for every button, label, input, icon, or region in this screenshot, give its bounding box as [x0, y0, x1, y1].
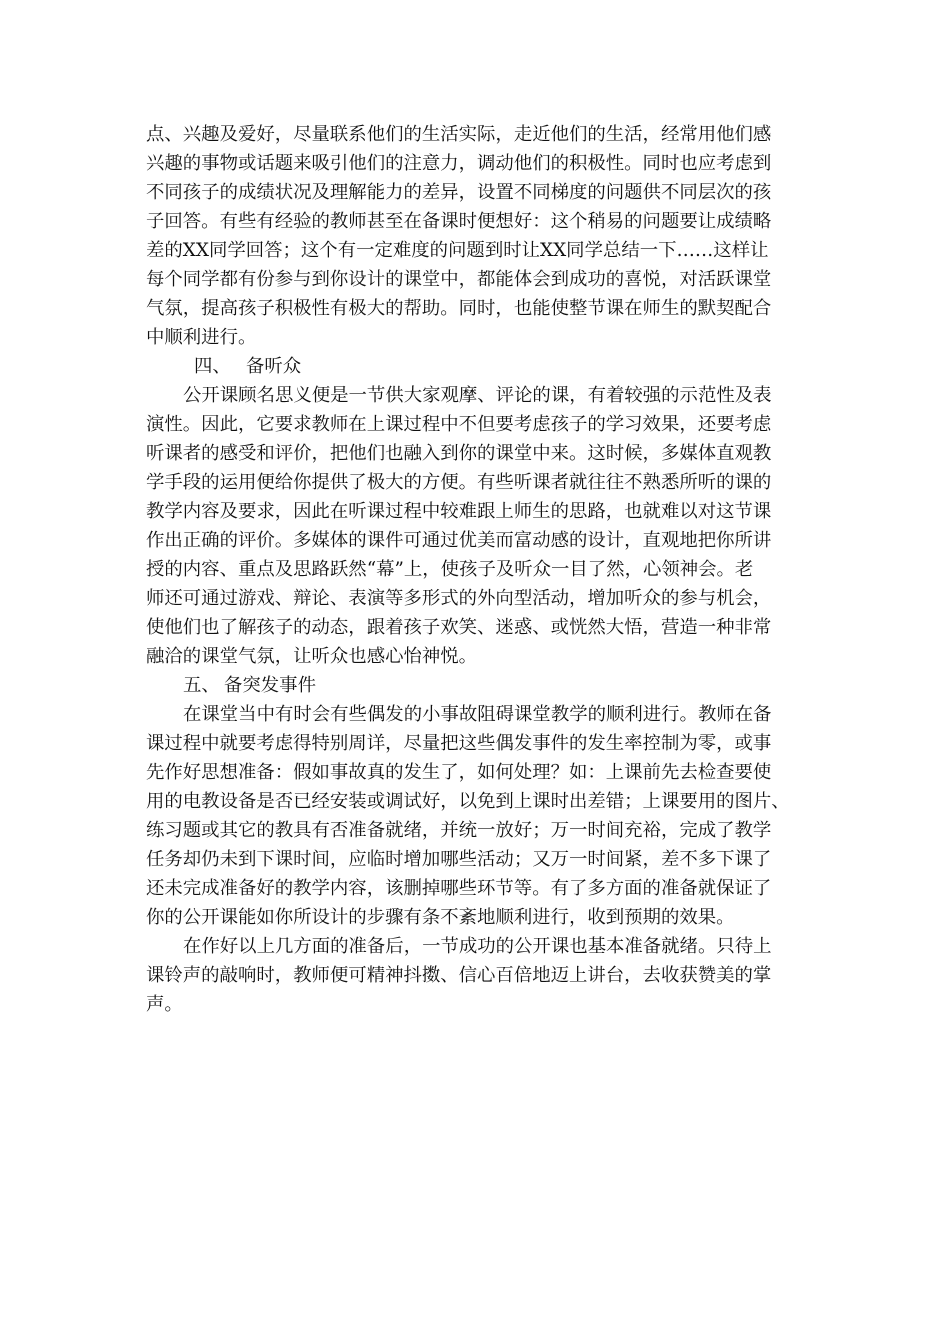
- text-line: 还未完成准备好的教学内容，该删掉哪些环节等。有了多方面的准备就保证了: [146, 878, 772, 899]
- section4-paragraph: [146, 381, 811, 671]
- text-line: 在课堂当中有时会有些偶发的小事故阻碍课堂教学的顺利进行。教师在备: [183, 704, 772, 725]
- text-line: 你的公开课能如你所设计的步骤有条不紊地顺利进行，收到预期的效果。: [146, 907, 735, 928]
- text-line: 作出正确的评价。多媒体的课件可通过优美而富动感的设计，直观地把你所讲: [146, 530, 772, 551]
- text-line: 气氛，提高孩子积极性有极大的帮助。同时，也能使整节课在师生的默契配合: [146, 298, 772, 319]
- text-line: 融洽的课堂气氛，让听众也感心怡神悦。: [146, 646, 478, 667]
- text-line: 声。: [146, 994, 183, 1015]
- section-title: 备听众: [246, 356, 302, 377]
- text-line: 每个同学都有份参与到你设计的课堂中，都能体会到成功的喜悦，对活跃课堂: [146, 269, 772, 290]
- section3-tail-paragraph: [146, 120, 811, 352]
- text-line: 授的内容、重点及思路跃然“幕”上，使孩子及听众一目了然，心领神会。老: [146, 559, 754, 580]
- text-line: 使他们也了解孩子的动态，跟着孩子欢笑、迷惑、或恍然大悟，营造一种非常: [146, 617, 772, 638]
- text-line: 先作好思想准备：假如事故真的发生了，如何处理？如：上课前先去检查要使: [146, 762, 772, 783]
- section4-heading: [146, 352, 811, 381]
- text-line: 听课者的感受和评价，把他们也融入到你的课堂中来。这时候，多媒体直观教: [146, 443, 772, 464]
- text-line: 练习题或其它的教具有否准备就绪，并统一放好；万一时间充裕，完成了教学: [146, 820, 772, 841]
- text-line: 点、兴趣及爱好，尽量联系他们的生活实际，走近他们的生活，经常用他们感: [146, 124, 772, 145]
- text-line: 教学内容及要求，因此在听课过程中较难跟上师生的思路，也就难以对这节课: [146, 501, 772, 522]
- text-line: 公开课顾名思义便是一节供大家观摩、评论的课，有着较强的示范性及表: [183, 385, 772, 406]
- section5-heading: [146, 671, 811, 700]
- text-line: 师还可通过游戏、辩论、表演等多形式的外向型活动，增加听众的参与机会，: [146, 588, 772, 609]
- text-line: 课过程中就要考虑得特别周详，尽量把这些偶发事件的发生率控制为零，或事: [146, 733, 772, 754]
- text-line: 中顺利进行。: [146, 327, 257, 348]
- text-line: 子回答。有些有经验的教师甚至在备课时便想好：这个稍易的问题要让成绩略: [146, 211, 772, 232]
- section-title: 备突发事件: [224, 675, 316, 696]
- section-number: 四、: [194, 356, 231, 377]
- text-line: 在作好以上几方面的准备后，一节成功的公开课也基本准备就绪。只待上: [183, 936, 772, 957]
- text-line: 用的电教设备是否已经安装或调试好，以免到上课时出差错；上课要用的图片、: [146, 791, 790, 812]
- text-line: 兴趣的事物或话题来吸引他们的注意力，调动他们的积极性。同时也应考虑到: [146, 153, 772, 174]
- conclusion-paragraph: [146, 932, 811, 1019]
- document-page: [146, 120, 811, 1019]
- text-line: 任务却仍未到下课时间，应临时增加哪些活动；又万一时间紧，差不多下课了: [146, 849, 772, 870]
- text-line: 演性。因此，它要求教师在上课过程中不但要考虑孩子的学习效果，还要考虑: [146, 414, 772, 435]
- section5-paragraph: [146, 700, 811, 932]
- text-line: 课铃声的敲响时，教师便可精神抖擞、信心百倍地迈上讲台，去收获赞美的掌: [146, 965, 772, 986]
- section-number: 五、: [183, 675, 220, 696]
- text-line: 不同孩子的成绩状况及理解能力的差异，设置不同梯度的问题供不同层次的孩: [146, 182, 772, 203]
- text-line: 学手段的运用便给你提供了极大的方便。有些听课者就往往不熟悉所听的课的: [146, 472, 772, 493]
- text-line: 差的XX同学回答；这个有一定难度的问题到时让XX同学总结一下……这样让: [146, 240, 769, 261]
